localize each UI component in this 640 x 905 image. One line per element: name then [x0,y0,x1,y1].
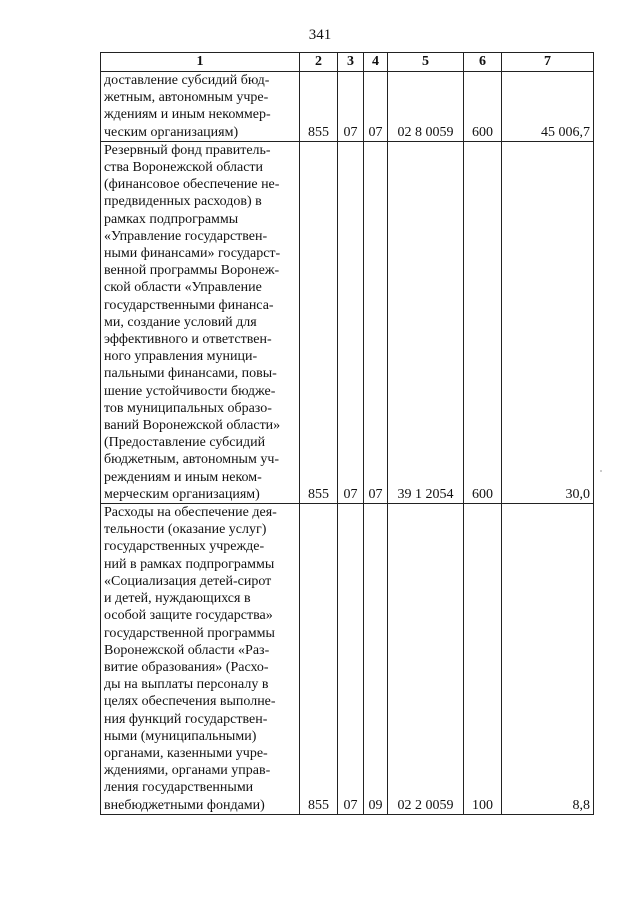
table-row [101,141,594,503]
row-target-article: 39 1 2054 [388,141,464,503]
table-row [101,504,594,815]
row-section-code: 07 [338,141,364,503]
row-expense-type: 600 [464,141,502,503]
row-amount: 8,8 [502,504,594,815]
column-header-6: 6 [464,53,502,72]
column-header-5: 5 [388,53,464,72]
column-header-1: 1 [101,53,300,72]
row-subsection-code: 07 [364,141,388,503]
row-description: Расходы на обеспечение дея- тельности (оказание услуг) государственных учрежде- ний в рамках подпрограммы «Социализация детей-сирот и детей, нуждающихся в особой защите государства» государственной программы Воронежской области «Раз- витие образования» (Расхо- ды на выплаты персоналу в целях обеспечения выполне- ния функций государствен- ными (муниципальными) органами, казенными учре- ждениями, органами управ- ления государственными внебюджетными фондами) [101,504,300,815]
column-header-2: 2 [300,53,338,72]
column-header-7: 7 [502,53,594,72]
row-amount: 45 006,7 [502,72,594,142]
row-expense-type: 600 [464,72,502,142]
row-target-article: 02 8 0059 [388,72,464,142]
page-number: 341 [308,27,332,43]
header-row [101,53,594,72]
column-header-4: 4 [364,53,388,72]
row-section-code: 07 [338,72,364,142]
table-row [101,72,594,142]
column-header-3: 3 [338,53,364,72]
row-ministry-code: 855 [300,72,338,142]
scan-speck [600,470,602,472]
row-subsection-code: 09 [364,504,388,815]
row-section-code: 07 [338,504,364,815]
budget-table [100,52,594,815]
row-expense-type: 100 [464,504,502,815]
row-ministry-code: 855 [300,504,338,815]
row-amount: 30,0 [502,141,594,503]
row-description: Резервный фонд правитель- ства Воронежской области (финансовое обеспечение не- предвиденных расходов) в рамках подпрограммы «Управление государствен- ными финансами» государст- венной программы Воронеж- ской области «Управление государственными финанса- ми, создание условий для эффективного и ответствен- ного управления муници- пальными финансами, повы- шение устойчивости бюдже- тов муниципальных образо- ваний Воронежской области» (Предоставление субсидий бюджетным, автономным уч- реждениям и иным неком- мерческим организациям) [101,141,300,503]
row-subsection-code: 07 [364,72,388,142]
row-description: доставление субсидий бюд- жетным, автономным учре- ждениям и иным некоммер- ческим организациям) [101,72,300,142]
row-ministry-code: 855 [300,141,338,503]
row-target-article: 02 2 0059 [388,504,464,815]
